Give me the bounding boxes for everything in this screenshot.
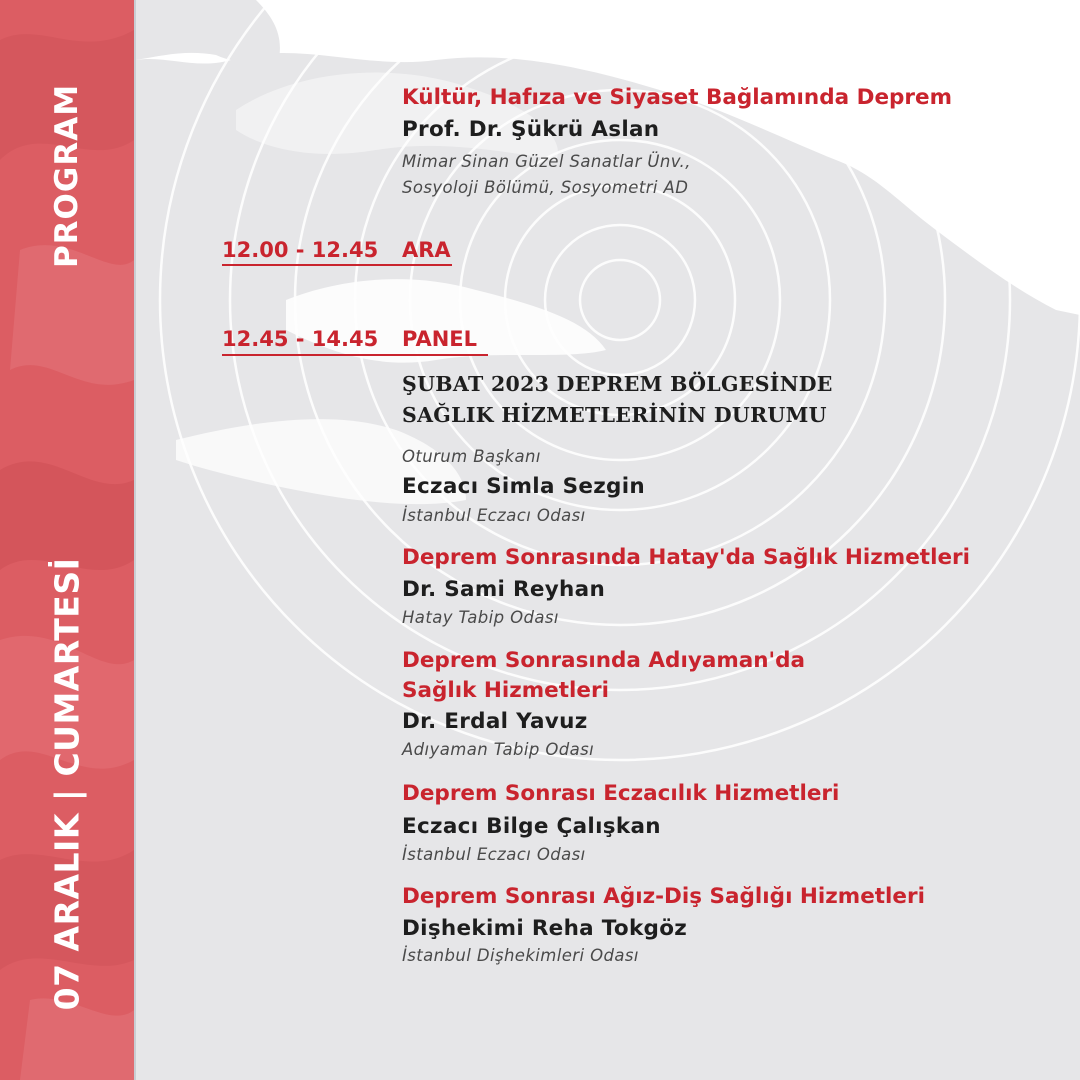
session-title: Kültür, Hafıza ve Siyaset Bağlamında Deprem (402, 85, 953, 110)
speaker-affiliation: Hatay Tabip Odası (402, 608, 559, 627)
panel-time: 12.45 - 14.45 (222, 327, 379, 351)
talk-title: Deprem Sonrasında Hatay'da Sağlık Hizmetleri (402, 545, 970, 570)
speaker-affiliation: Adıyaman Tabip Odası (402, 740, 595, 759)
break-time: 12.00 - 12.45 (222, 238, 379, 262)
speaker-affiliation: İstanbul Dişhekimleri Odası (402, 946, 639, 965)
speaker-name: Dişhekimi Reha Tokgöz (402, 916, 688, 941)
date-label: 07 ARALIK | CUMARTESİ (47, 557, 87, 1011)
break-label: ARA (402, 238, 451, 262)
speaker-name: Prof. Dr. Şükrü Aslan (402, 117, 660, 142)
speaker-name: Dr. Sami Reyhan (402, 577, 606, 602)
talk-title: Deprem Sonrasında Adıyaman'da (402, 648, 806, 673)
speaker-affiliation: Sosyoloji Bölümü, Sosyometri AD (402, 178, 689, 197)
divider (222, 264, 452, 266)
program-label: PROGRAM (49, 83, 85, 269)
panel-label: PANEL (402, 327, 478, 351)
speaker-name: Eczacı Bilge Çalışkan (402, 814, 661, 839)
chair-role: Oturum Başkanı (402, 447, 541, 466)
divider (222, 354, 488, 356)
talk-title: Sağlık Hizmetleri (402, 678, 609, 703)
panel-row (222, 324, 488, 354)
speaker-affiliation: Mimar Sinan Güzel Sanatlar Ünv., (402, 152, 691, 171)
talk-title: Deprem Sonrası Eczacılık Hizmetleri (402, 781, 840, 806)
chair-affiliation: İstanbul Eczacı Odası (402, 506, 586, 525)
talk-title: Deprem Sonrası Ağız-Diş Sağlığı Hizmetleri (402, 884, 925, 909)
chair-name: Eczacı Simla Sezgin (402, 474, 646, 499)
speaker-affiliation: İstanbul Eczacı Odası (402, 845, 586, 864)
speaker-name: Dr. Erdal Yavuz (402, 709, 588, 734)
break-row (222, 235, 452, 265)
panel-title: SAĞLIK HİZMETLERİNİN DURUMU (402, 403, 827, 427)
panel-title: ŞUBAT 2023 DEPREM BÖLGESİNDE (402, 372, 833, 396)
